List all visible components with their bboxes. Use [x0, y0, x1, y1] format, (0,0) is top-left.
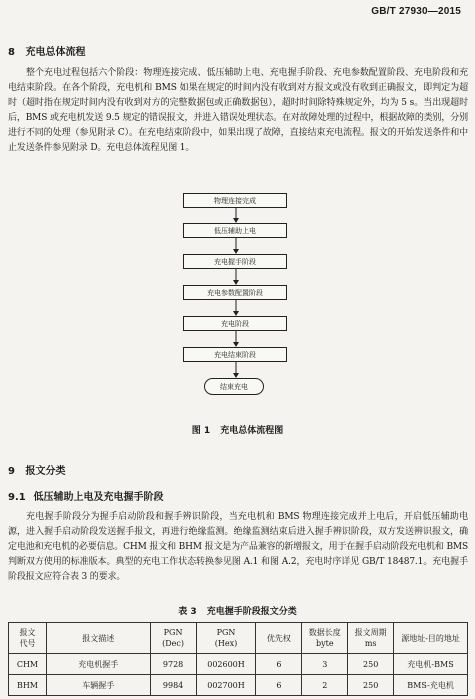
table-cell: 9984: [150, 675, 196, 696]
table-cell: CHM: [9, 654, 47, 675]
table-title: 充电握手阶段报文分类: [206, 607, 297, 617]
table-caption: [0, 604, 475, 617]
table-cell: 充电机握手: [46, 654, 150, 675]
table-cell: 2: [302, 675, 348, 696]
table-cell: 6: [256, 654, 302, 675]
section-title: 报文分类: [25, 466, 66, 477]
table-cell: 002700H: [196, 675, 256, 696]
section-9-heading: [8, 462, 65, 477]
flow-step: 充电握手阶段: [183, 254, 287, 269]
table-cell: 车辆握手: [46, 675, 150, 696]
table-label: 表 3: [178, 607, 197, 617]
header-cell: PGN (Dec): [150, 623, 196, 654]
header-cell: 报文 代号: [9, 623, 47, 654]
table-cell: BHM: [9, 675, 47, 696]
figure-title: 充电总体流程图: [220, 426, 284, 436]
flow-step: 充电结束阶段: [183, 347, 287, 362]
header-cell: 报文描述: [46, 623, 150, 654]
table-cell: 250: [348, 675, 394, 696]
table-cell: BMS-充电机: [394, 675, 468, 696]
section-8-body: 整个充电过程包括六个阶段：物理连接完成、低压辅助上电、充电握手阶段、充电参数配置阶段、充电阶段和充电结束阶段。在各个阶段，充电机和 BMS 如果在规定的时间内没有收到对方报文或没有收到正确报文，即判定为超时（超时指在规定时间内没有收到对方的完整数据包或正确数据包），超时时间除特殊规定外，均为 5 s。当出现超时后，BMS 或充电机发送 9.5 规定的错误报文，并进入错误处理状态。在对故障处理的过程中，根据故障的类别，分别进行不同的处理（参见附录 C）。在充电结束阶段中，如果出现了故障，直接结束充电流程。报文的开始发送条件和中止发送条件参见附录 D。充电总体流程见图 1。: [8, 68, 468, 153]
flow-arrow: [231, 208, 241, 223]
table-row: [9, 654, 468, 675]
header-cell: 报文周期 ms: [348, 623, 394, 654]
section-number: 9.1: [8, 492, 26, 503]
message-table: [8, 622, 468, 696]
flow-arrow: [231, 300, 241, 316]
charging-flowchart: [0, 185, 475, 410]
section-9-1-body: 充电握手阶段分为握手启动阶段和握手辨识阶段，当充电机和 BMS 物理连接完成并上电后，开启低压辅助电源，进入握手启动阶段发送握手报文，再进行绝缘监测。绝缘监测结束后进入握手辨识阶段，双方发送辨识报文，确定电池和充电机的必要信息。CHM 报文和 BHM 报文是为产品兼容的新增报文，用于在握手启动阶段充电机和 BMS 判断双方使用的标准版本。典型的充电工作状态转换参见图 A.1 和图 A.2，充电时序详见 GB/T 18487.1。充电握手阶段报文应符合表 3 的要求。: [8, 512, 468, 582]
table-header-row: [9, 623, 468, 654]
flow-end: 结束充电: [204, 378, 264, 395]
section-number: 8: [8, 47, 15, 58]
flow-step: 充电参数配置阶段: [183, 285, 287, 300]
standard-code: GB/T 27930—2015: [371, 6, 461, 17]
header-cell: PGN (Hex): [196, 623, 256, 654]
table-row: [9, 675, 468, 696]
table-cell: 9728: [150, 654, 196, 675]
table-cell: 充电机-BMS: [394, 654, 468, 675]
figure-caption: [0, 423, 475, 436]
flow-arrow: [231, 362, 241, 378]
header-cell: 源地址-目的地址: [394, 623, 468, 654]
flow-step: 物理连接完成: [183, 193, 287, 208]
table-cell: 6: [256, 675, 302, 696]
flow-arrow: [231, 238, 241, 254]
header-cell: 优先权: [256, 623, 302, 654]
section-title: 低压辅助上电及充电握手阶段: [33, 492, 164, 503]
flow-arrow: [231, 269, 241, 285]
flow-step: 充电阶段: [183, 316, 287, 331]
figure-label: 图 1: [191, 426, 211, 436]
table-cell: 250: [348, 654, 394, 675]
section-8-heading: [8, 43, 85, 58]
flow-arrow: [231, 331, 241, 347]
section-number: 9: [8, 466, 15, 477]
section-title: 充电总体流程: [25, 47, 86, 58]
section-9-1-heading: [8, 488, 163, 503]
header-cell: 数据长度 byte: [302, 623, 348, 654]
table-cell: 3: [302, 654, 348, 675]
flow-step: 低压辅助上电: [183, 223, 287, 238]
table-cell: 002600H: [196, 654, 256, 675]
